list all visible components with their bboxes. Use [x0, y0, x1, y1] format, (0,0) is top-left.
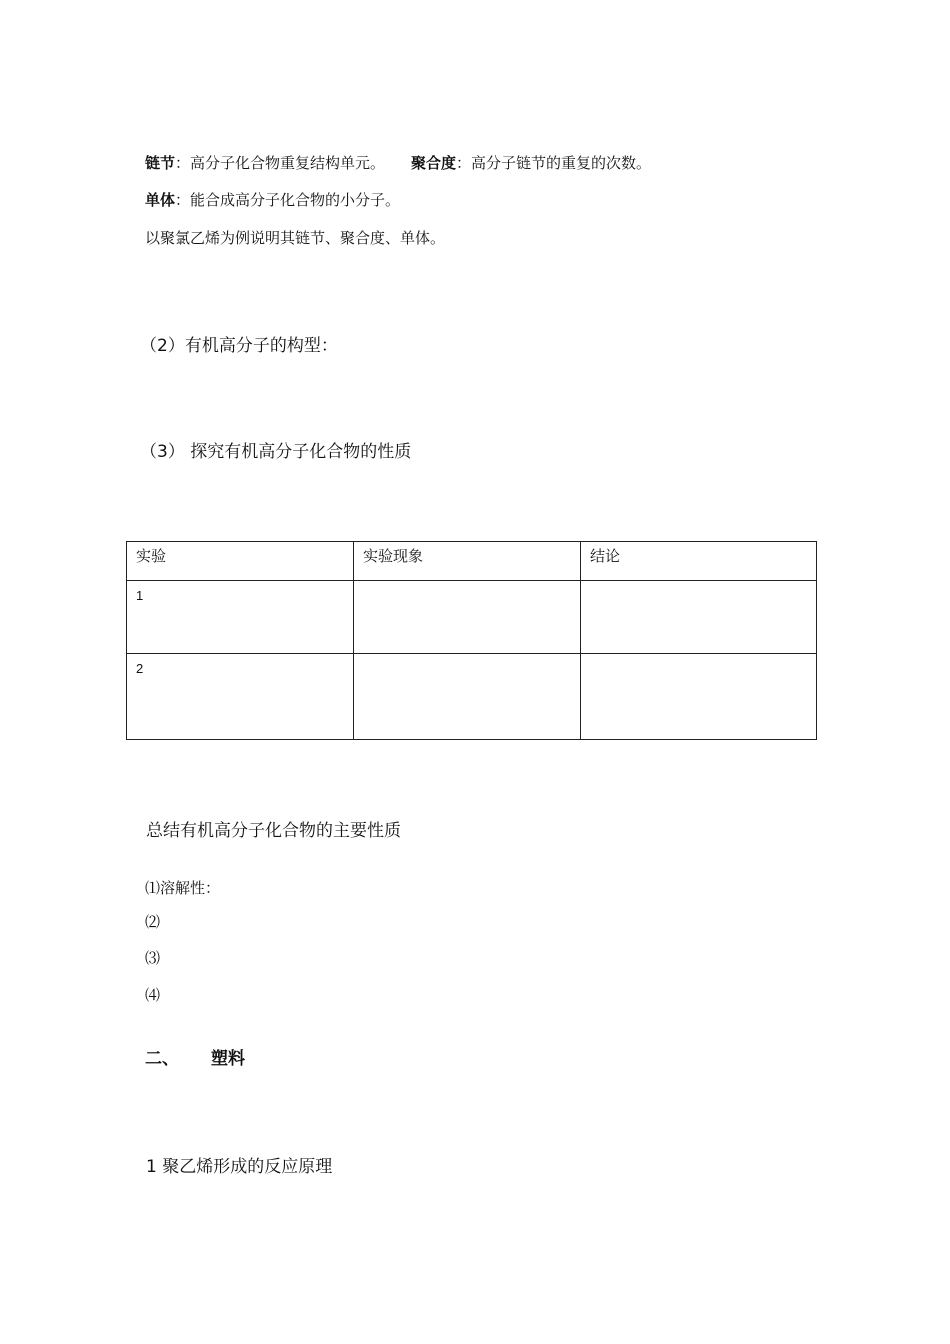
part-2-number: 二、 [145, 1049, 179, 1069]
chain-desc: ：高分子化合物重复结构单元。 [175, 154, 386, 172]
summary-title: 总结有机高分子化合物的主要性质 [146, 821, 401, 841]
table-header-cell: 实验 [127, 542, 354, 581]
table-cell [354, 654, 581, 740]
definition-line-1 [145, 152, 651, 173]
summary-item: ⑵ [145, 913, 161, 931]
table-row [127, 654, 817, 740]
example-line: 以聚氯乙烯为例说明其链节、聚合度、单体。 [145, 229, 446, 247]
summary-item: ⑶ [145, 949, 161, 967]
summary-item: ⑷ [145, 986, 161, 1004]
table-cell [127, 654, 354, 740]
experiment-table [126, 541, 817, 740]
part-2-title: 塑料 [211, 1049, 245, 1069]
monomer-term: 单体 [145, 191, 176, 209]
definition-line-2 [145, 189, 400, 210]
row-number: 1 [136, 588, 144, 603]
chain-term: 链节 [145, 154, 176, 172]
degree-term: 聚合度 [411, 154, 457, 172]
part-2-heading [145, 1044, 245, 1069]
table-header-cell: 实验现象 [354, 542, 581, 581]
table-row [127, 581, 817, 654]
summary-item: ⑴溶解性： [145, 879, 221, 897]
item-1-heading: 1 聚乙烯形成的反应原理 [146, 1157, 333, 1177]
monomer-desc: ：能合成高分子化合物的小分子。 [175, 191, 401, 209]
table-cell [581, 654, 817, 740]
section-3-heading: （3） 探究有机高分子化合物的性质 [140, 442, 412, 462]
section-2-heading: （2）有机高分子的构型： [140, 336, 338, 356]
table-header-cell: 结论 [581, 542, 817, 581]
degree-desc: ：高分子链节的重复的次数。 [456, 154, 652, 172]
table-header-row [127, 542, 817, 581]
table-cell [581, 581, 817, 654]
table-cell [354, 581, 581, 654]
table-cell [127, 581, 354, 654]
row-number: 2 [136, 661, 144, 676]
